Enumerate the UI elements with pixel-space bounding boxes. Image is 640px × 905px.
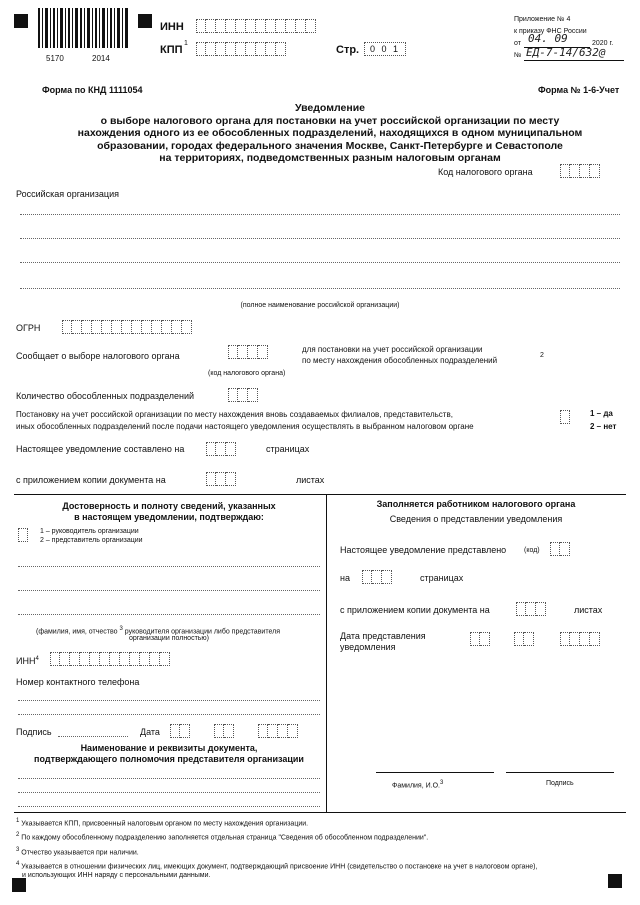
- tax-worker-name-caption: [392, 780, 443, 789]
- phone-line-1[interactable]: [18, 700, 320, 701]
- appendix-line-1: Приложение № 4: [514, 16, 571, 23]
- phone-line-2[interactable]: [18, 714, 320, 715]
- registration-text-2: иных обособленных подразделений после подачи настоящего уведомления осуществлять в выбранном налоговом органе: [16, 422, 474, 431]
- date-year-field[interactable]: [258, 724, 298, 738]
- org-name-caption: (полное наименование российской организации): [240, 302, 400, 309]
- corner-marker-top-mid: [138, 14, 152, 28]
- section-divider-vertical: [326, 494, 327, 812]
- footnote-3-text: Отчество указывается при наличии.: [21, 848, 139, 856]
- signer-inn-label-text: ИНН: [16, 656, 36, 666]
- page-number-value: 0 0 1: [370, 44, 401, 54]
- signer-name-line-3[interactable]: [18, 614, 320, 615]
- signer-inn-label: [16, 656, 39, 666]
- submission-date-label-2: уведомления: [340, 642, 396, 652]
- date-day-field[interactable]: [170, 724, 190, 738]
- corner-marker-top-left: [14, 14, 28, 28]
- pages-unit: страницах: [266, 444, 310, 454]
- submitted-code-caption: (код): [524, 547, 540, 554]
- org-name-line-3[interactable]: [20, 262, 620, 263]
- signer-name-line-2[interactable]: [18, 590, 320, 591]
- footnote-1: [16, 818, 616, 827]
- footnotes: [16, 818, 616, 879]
- submission-month-field[interactable]: [514, 632, 534, 646]
- date-label: Дата: [140, 727, 160, 737]
- inn-label: ИНН: [160, 21, 184, 33]
- pages-field[interactable]: [206, 442, 236, 456]
- chosen-tax-office-field[interactable]: [228, 345, 268, 359]
- form-knd: Форма по КНД 1111054: [42, 85, 143, 95]
- doc-line-3[interactable]: [18, 806, 320, 807]
- appendix-from: от: [514, 40, 521, 47]
- ogrn-field[interactable]: [62, 320, 192, 334]
- footnote-3: [16, 847, 616, 856]
- footnote-4-number: 4: [16, 860, 20, 867]
- tax-worker-subtitle: Сведения о представлении уведомления: [389, 514, 563, 524]
- footnote-1-text: Указывается КПП, присвоенный налоговым органом по месту нахождения организации.: [21, 820, 309, 828]
- tax-worker-name-line[interactable]: [376, 772, 494, 773]
- ogrn-label: ОГРН: [16, 323, 41, 333]
- confirm-title-1: Достоверность и полноту сведений, указанных: [62, 501, 276, 511]
- page-label: Стр.: [336, 44, 360, 56]
- copies-field[interactable]: [206, 472, 236, 486]
- signature-line[interactable]: [58, 736, 128, 737]
- footnote-4-continued: [16, 872, 616, 879]
- submission-year-field[interactable]: [560, 632, 600, 646]
- footnote-4-text: Указывается в отношении физических лиц, имеющих документ, подтверждающий присвоение ИНН (свидетельство о постановке на учет в налоговом органе),: [21, 863, 538, 871]
- submitted-pages-field[interactable]: [362, 570, 392, 584]
- footnote-2-text: По каждому обособленному подразделению заполняется отдельная страница "Сведения об обособленном подразделении".: [21, 834, 429, 842]
- submitted-copies-label: с приложением копии документа на: [340, 605, 490, 615]
- submitted-copies-unit: листах: [574, 605, 603, 615]
- pages-label: Настоящее уведомление составлено на: [16, 444, 185, 454]
- footnote-2: [16, 832, 616, 841]
- form-number: Форма № 1-6-Учет: [538, 85, 620, 95]
- form-title-line-3: нахождения одного из ее обособленных подразделений, находящихся в одном муниципальном: [77, 127, 583, 139]
- footnote-3-number: 3: [16, 846, 20, 853]
- form-title-line-5: на территориях, подведомственных разным налоговым органам: [159, 152, 501, 164]
- form-title: [60, 102, 600, 165]
- signer-name-caption-sup: 3: [119, 626, 123, 632]
- submitted-code-field[interactable]: [550, 542, 570, 556]
- signer-type-field[interactable]: [18, 528, 28, 542]
- org-name-line-4[interactable]: [20, 288, 620, 289]
- tax-worker-name-sup: 3: [439, 780, 444, 786]
- signer-option-1: 1 – руководитель организации: [40, 528, 139, 535]
- section-divider-top: [14, 494, 626, 495]
- signer-name-caption-text: (фамилия, имя, отчество: [36, 628, 118, 636]
- confirm-title-2: в настоящем уведомлении, подтверждаю:: [74, 512, 264, 522]
- doc-line-1[interactable]: [18, 778, 320, 779]
- signer-inn-sup: 4: [35, 656, 39, 662]
- doc-line-2[interactable]: [18, 792, 320, 793]
- appendix-no: №: [514, 52, 522, 59]
- tax-worker-name-caption-text: Фамилия, И.О.: [392, 782, 440, 790]
- signature-label: Подпись: [16, 727, 52, 737]
- option-no: 2 – нет: [590, 422, 617, 431]
- registration-text-1: Постановку на учет российской организации по месту нахождения вновь создаваемых филиалов, представительств,: [16, 410, 453, 419]
- kpp-footnote-mark: 1: [184, 40, 188, 47]
- footnote-4-continued-text: и использующих ИНН наряду с персональными данными.: [22, 872, 211, 880]
- subdivision-count-field[interactable]: [228, 388, 258, 402]
- doc-title-1: Наименование и реквизиты документа,: [80, 743, 258, 753]
- org-name-line-1[interactable]: [20, 214, 620, 215]
- signer-name-caption-1: [36, 626, 280, 635]
- appendix-no-handwritten: ЕД-7-14/632@: [526, 46, 606, 59]
- corner-marker-bottom-left: [12, 878, 26, 892]
- footnote-2-number: 2: [16, 832, 20, 839]
- barcode-number-right: 2014: [92, 54, 110, 63]
- form-title-line-1: Уведомление: [294, 102, 365, 114]
- submitted-on-label: на: [340, 573, 350, 583]
- org-name-label: Российская организация: [16, 189, 119, 199]
- kpp-label: КПП: [160, 44, 183, 56]
- tax-worker-sign-caption: Подпись: [546, 780, 574, 787]
- signer-option-2: 2 – представитель организации: [40, 537, 143, 544]
- doc-title-2: подтверждающего полномочия представителя организации: [34, 754, 304, 764]
- barcode-number-left: 5170: [46, 54, 64, 63]
- submitted-label: Настоящее уведомление представлено: [340, 545, 507, 555]
- submission-date-label-1: Дата представления: [340, 631, 426, 641]
- submitted-pages-unit: страницах: [420, 573, 464, 583]
- inn-field[interactable]: [196, 19, 316, 33]
- submission-day-field[interactable]: [470, 632, 490, 646]
- form-title-line-4: образовании, городах федерального значения Москве, Санкт-Петербурге и Севастополе: [97, 139, 563, 152]
- appendix-line-2: к приказу ФНС России: [514, 28, 587, 35]
- signer-name-caption-text-2: руководителя организации либо представителя: [124, 628, 280, 636]
- date-month-field[interactable]: [214, 724, 234, 738]
- choice-footnote-mark: 2: [540, 352, 544, 359]
- choice-purpose-1: для постановки на учет российской организации: [302, 345, 483, 354]
- choice-caption: (код налогового органа): [208, 370, 286, 377]
- subdivision-count-label: Количество обособленных подразделений: [16, 391, 195, 401]
- signer-name-line-1[interactable]: [18, 566, 320, 567]
- appendix-year: 2020 г.: [592, 40, 614, 47]
- phone-label: Номер контактного телефона: [16, 677, 140, 687]
- signer-inn-field[interactable]: [50, 652, 170, 666]
- kpp-field[interactable]: [196, 42, 286, 56]
- page-number-field[interactable]: [364, 42, 406, 56]
- appendix-date-handwritten: 04. 09: [528, 32, 568, 45]
- footnote-4: [16, 861, 616, 870]
- tax-office-code-label: Код налогового органа: [438, 167, 533, 177]
- tax-worker-title: Заполняется работником налогового органа: [376, 499, 576, 509]
- tax-office-code-field[interactable]: [560, 164, 600, 178]
- choice-purpose-2: по месту нахождения обособленных подразделений: [302, 356, 498, 365]
- signer-name-caption-3: организации полностью): [128, 635, 210, 642]
- org-name-line-2[interactable]: [20, 238, 620, 239]
- barcode-image: [38, 8, 130, 50]
- copies-label: с приложением копии документа на: [16, 475, 166, 485]
- submitted-copies-field[interactable]: [516, 602, 546, 616]
- footnote-1-number: 1: [16, 818, 20, 824]
- section-divider-bottom: [14, 812, 626, 813]
- choice-label: Сообщает о выборе налогового органа: [16, 351, 180, 361]
- registration-choice-field[interactable]: [560, 410, 570, 424]
- copies-unit: листах: [296, 475, 325, 485]
- appendix-no-underline: [524, 60, 624, 61]
- tax-worker-sign-line[interactable]: [506, 772, 614, 773]
- option-yes: 1 – да: [590, 409, 613, 418]
- form-title-line-2: о выборе налогового органа для постановки на учет российской организации по месту: [100, 114, 560, 127]
